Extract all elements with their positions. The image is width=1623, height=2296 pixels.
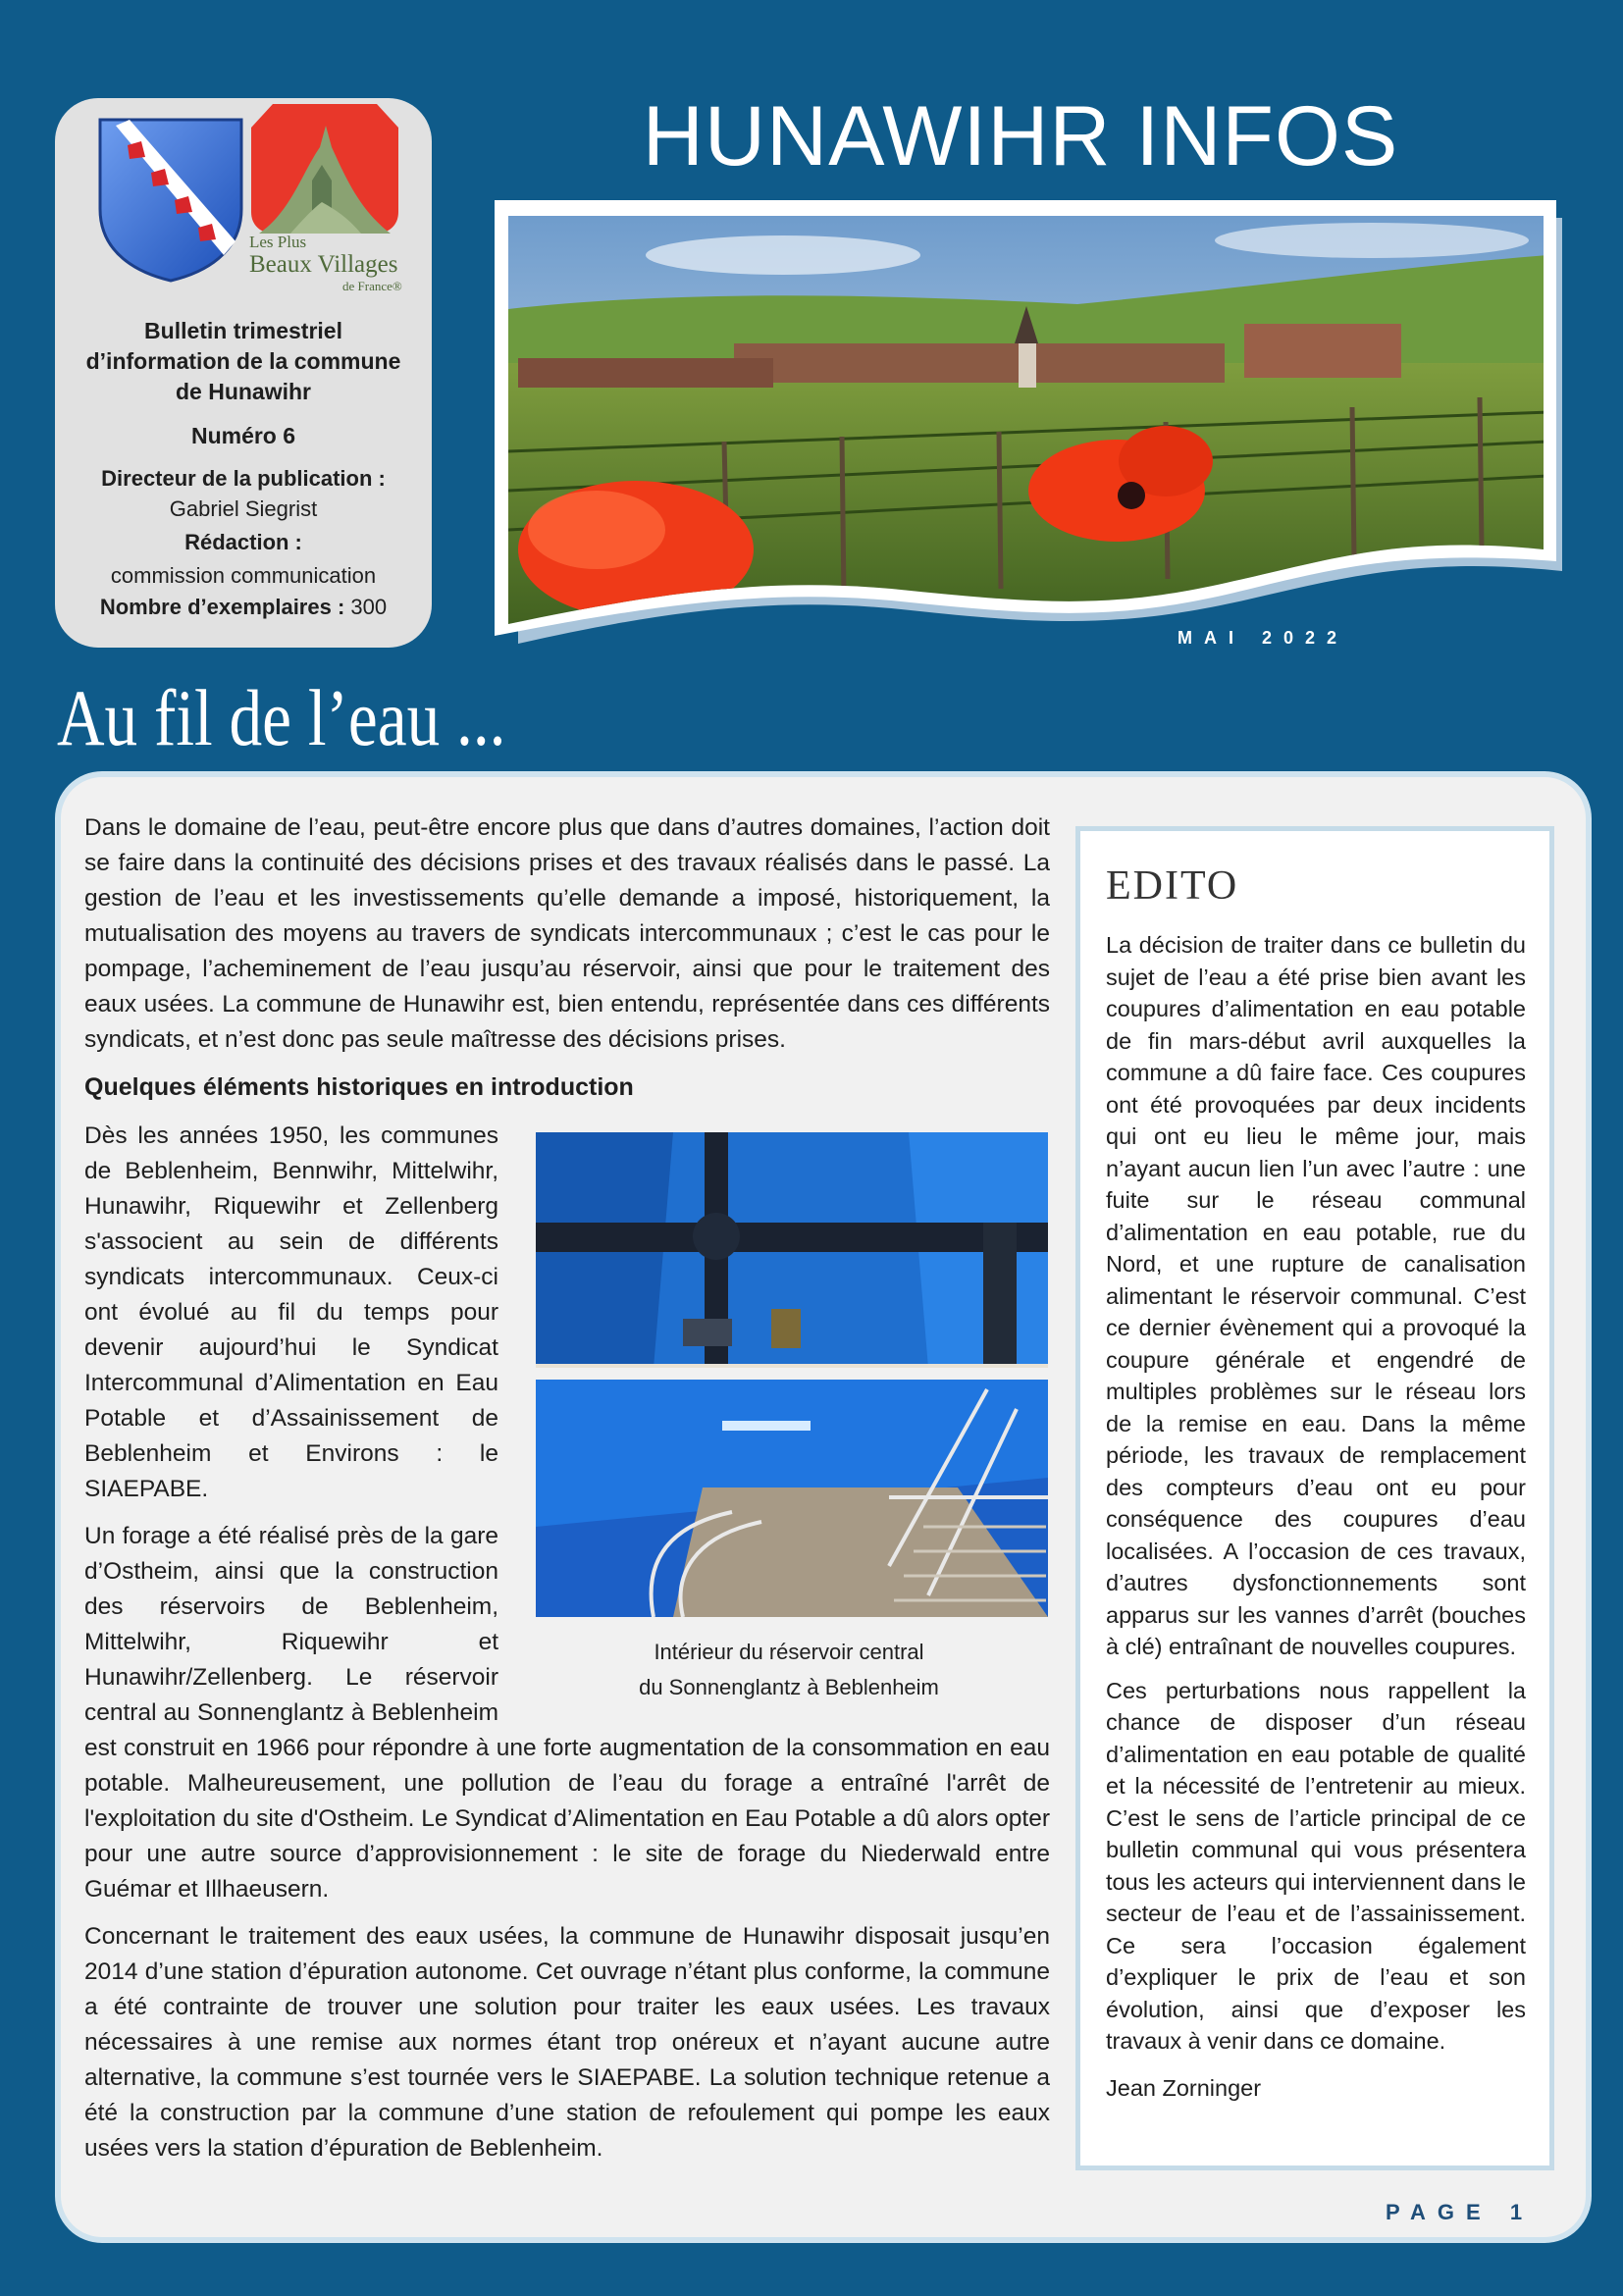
reservoir-photo-staircase: [536, 1380, 1048, 1617]
reservoir-photo-pipes: [536, 1132, 1048, 1368]
issue-date: MAI 2022: [1178, 628, 1349, 648]
page-number: PAGE 1: [1386, 2200, 1535, 2224]
hero-photo-village-vineyard: [489, 196, 1588, 648]
reservoir-figure: [524, 1132, 1054, 1705]
beaux-villages-text: Les Plus Beaux Villages de France®: [249, 233, 402, 293]
article-paragraph-3: Un forage a été réalisé près de la gare d’Ostheim, ainsi que la construction des réservoirs de Beblenheim, Mittelwihr, Riquewihr et Hunawihr/Zellenberg. Le réservoir central au Sonnenglantz à Beblenheim est construit en 1966 pour répondre à une forte augmentation de la consommation en eau potable. Malheureusement, une pollution de l’eau du forage a entraîné l'arrêt de l'exploitation du site d'Ostheim. Le Syndicat d’Alimentation en Eau Potable a dû alors opter pour une autre source d’approvisionnement : le site de forage du Niederwald entre Guémar et Illhaeusern.: [84, 1523, 1050, 1903]
edito-box: [1075, 826, 1554, 2170]
edito-title: EDITO: [1106, 863, 1239, 909]
redaction-value: commission communication: [110, 563, 377, 588]
copies-value: 300: [350, 595, 388, 619]
edito-paragraph-2: Ces perturbations nous rappellent la chance de disposer d’un réseau d’alimentation en eau potable de qualité et la nécessité de l’entretenir au mieux. C’est le sens de l’article principal de ce bulletin communal qui vous présentera tous les acteurs qui interviennent dans le secteur de l’eau et de l’assainissement. Ce sera l’occasion également d’expliquer le prix de l’eau et son évolution, ainsi que d’exposer les travaux à venir dans ce domaine.: [1106, 1677, 1526, 2054]
masthead-title: HUNAWIHR INFOS: [642, 89, 1399, 183]
article-paragraph-4: Concernant le traitement des eaux usées, la commune de Hunawihr disposait jusqu’en 2014 d’une station d’épuration autonome. Cet ouvrage n’étant plus conforme, la commune a été contrainte de trouver une solution pour traiter les eaux usées. Les travaux nécessaires à une remise aux normes étant trop onéreux et n’ayant aucune autre alternative, la commune s’est tournée vers le SIAEPABE. La solution technique retenue a été la construction par la commune d’une station de refoulement qui pompe les eaux usées vers la station d’épuration de Beblenheim.: [84, 1923, 1050, 2162]
director-label: Directeur de la publication :: [101, 466, 386, 491]
edito-signature: Jean Zorninger: [1106, 2074, 1262, 2101]
logos: [55, 98, 432, 314]
figure-caption: Intérieur du réservoir central du Sonnenglantz à Beblenheim: [639, 1640, 939, 1699]
section-title: Au fil de l’eau ...: [57, 673, 506, 762]
bulletin-description: Bulletin trimestriel d’information de la commune de Hunawihr: [85, 318, 401, 404]
main-article: [84, 810, 1050, 2178]
redaction-label: Rédaction :: [184, 530, 302, 554]
director-name: Gabriel Siegrist: [169, 496, 318, 521]
publication-info-box: [55, 98, 432, 648]
article-subheading: Quelques éléments historiques en introduction: [84, 1073, 634, 1101]
article-paragraph-1: Dans le domaine de l’eau, peut-être encore plus que dans d’autres domaines, l’action doit se faire dans la continuité des décisions prises et des travaux réalisés dans le passé. La gestion de l’eau et les investissements qu’elle demande a imposé, historiquement, la mutualisation des moyens au travers de syndicats intercommunaux ; c’est le cas pour le pompage, l’acheminement de l’eau jusqu’au réservoir, ainsi que pour le traitement des eaux usées. La commune de Hunawihr est, bien entendu, représentée dans ces différents syndicats, et n’est donc pas seule maîtresse des décisions prises.: [84, 814, 1050, 1053]
copies-label: Nombre d’exemplaires :: [99, 595, 345, 619]
article-paragraph-2: Dès les années 1950, les communes de Beblenheim, Bennwihr, Mittelwihr, Hunawihr, Riquewihr et Zellenberg s'associent au sein de différents syndicats intercommunaux. Ceux-ci ont évolué au fil du temps pour devenir aujourd’hui le Syndicat Intercommunal d’Alimentation en Eau Potable et d’Assainissement de Beblenheim et Environs : le SIAEPABE.: [84, 1122, 498, 1502]
issue-number: Numéro 6: [190, 423, 296, 448]
coat-of-arms-icon: [96, 116, 245, 283]
edito-paragraph-1: La décision de traiter dans ce bulletin du sujet de l’eau a été prise bien avant les coupures d’alimentation en eau potable de fin mars-début avril auxquelles la commune a dû faire face. Ces coupures ont été provoquées par deux incidents qui ont eu lieu le même jour, mais n’ayant aucun lien l’un avec l’autre : une fuite sur le réseau communal d’alimentation en eau potable, rue du Nord, et une rupture de canalisation alimentant le réservoir communal. C’est ce dernier évènement qui a provoqué la coupure générale et engendré de multiples problèmes sur le réseau lors de la remise en eau. Dans la même période, les travaux de remplacement des compteurs d’eau ont eu pour conséquence des coupures d’eau localisées. A l’occasion de ces travaux, d’autres dysfonctionnements sont apparus sur les vannes d’arrêt (bouches à clé) entraînant de nouvelles coupures.: [1106, 932, 1526, 1659]
